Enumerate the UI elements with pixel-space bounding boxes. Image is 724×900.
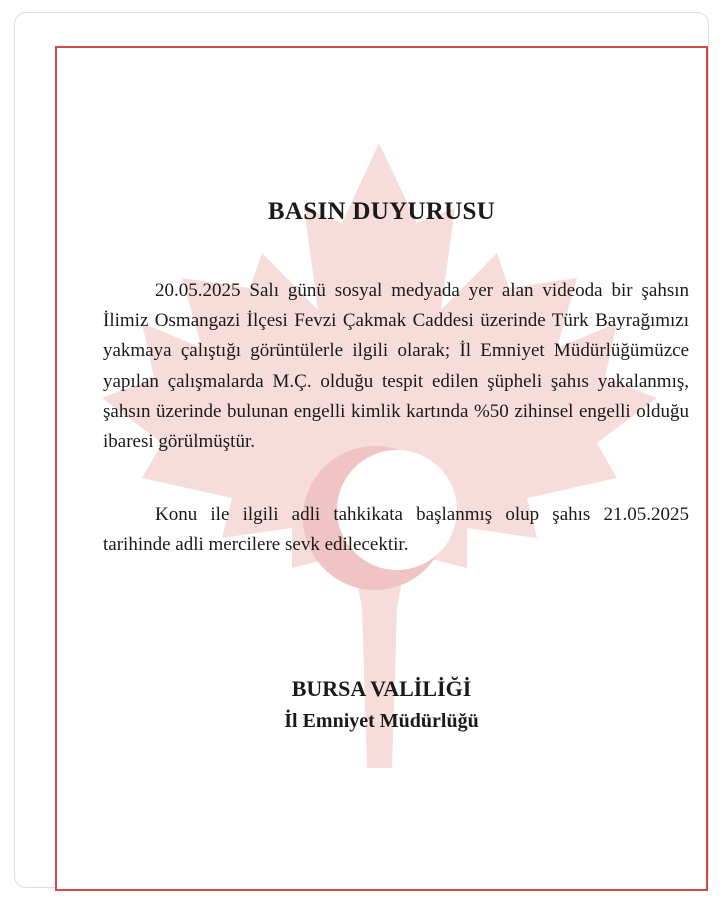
paragraph-1: 20.05.2025 Salı günü sosyal medyada yer alan videoda bir şahsın İlimiz Osmangazi İlçesi Fevzi Çakmak Caddesi üzerinde Türk Bayrağımızı yakmaya çalıştığı görüntülerle ilgili olarak; İl Emniyet Müdürlüğümüzce yapılan çalışmalarda M.Ç. olduğu tespit edilen şüpheli şahıs yakalanmış, şahsın üzerinde bulunan engelli kimlik kartında %50 zihinsel engelli olduğu ibaresi görülmüştür. bbox=[103, 280, 689, 453]
signature-line-1: BURSA VALİLİĞİ bbox=[291, 676, 472, 701]
post-card bbox=[14, 12, 709, 888]
document-title: BASIN DUYURUSU bbox=[267, 198, 496, 225]
signature-line-2: İl Emniyet Müdürlüğü bbox=[284, 710, 479, 732]
paragraph-2: Konu ile ilgili adli tahkikata başlanmış olup şahıs 21.05.2025 tarihinde adli mercilere sevk edilecektir. bbox=[103, 504, 689, 556]
press-release-content bbox=[57, 48, 706, 889]
press-release-frame bbox=[55, 46, 708, 891]
